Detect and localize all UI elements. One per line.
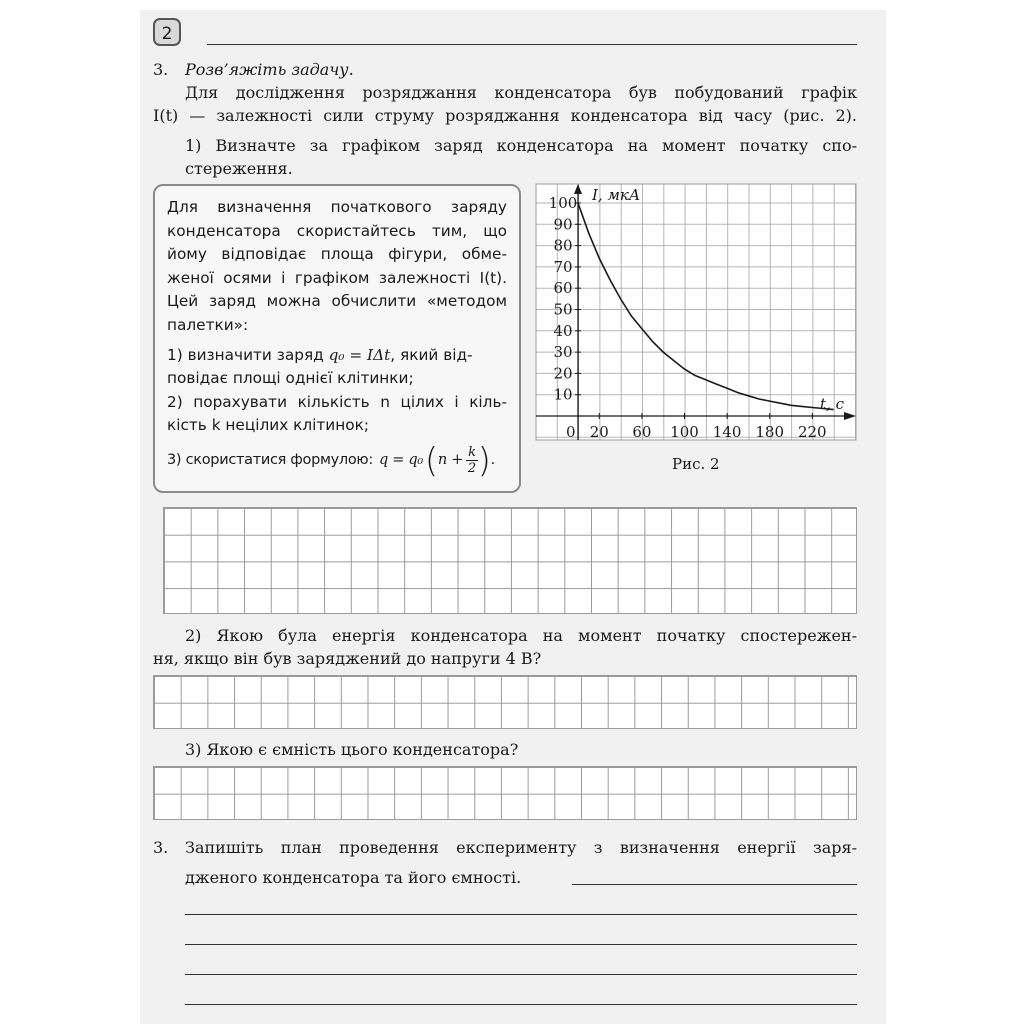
formula-2: 2 — [467, 461, 476, 477]
task-title: Розв’яжіть задачу. — [185, 60, 354, 79]
answer-grid-3[interactable] — [153, 766, 857, 820]
answer-line[interactable] — [185, 1004, 857, 1005]
current-time-chart — [534, 182, 864, 444]
task-intro-line-2: I(t) — залежності сили струму розряджання конденсатора від часу (рис. 2). — [153, 106, 857, 125]
task-intro-line-1: Для дослідження розряджання конденсатора був побудований графік — [185, 83, 857, 102]
task-2-line-1: Запишіть план проведення експерименту з визначення енергії заря- — [185, 838, 857, 857]
formula-n: n + — [437, 452, 464, 469]
x-axis-label: t, с — [820, 395, 844, 413]
hint-box — [153, 184, 521, 493]
question-2-line-2: ня, якщо він був заряджений до напруги 4 В? — [153, 649, 542, 668]
y-axis-label: I, мкА — [592, 186, 641, 204]
question-1-line-1: 1) Визначте за графіком заряд конденсатора на момент початку спо- — [185, 136, 857, 155]
answer-line[interactable] — [185, 914, 857, 915]
hint-text: Для визначення початкового заряду — [167, 198, 507, 216]
answer-line[interactable] — [185, 944, 857, 945]
y-tick-label: 100 — [548, 194, 578, 212]
formula-paren: ( — [424, 440, 438, 481]
formula-lhs: q = q₀ — [378, 452, 423, 469]
y-tick-label: 50 — [553, 300, 573, 319]
origin-label: 0 — [566, 423, 576, 441]
formula-suffix: . — [490, 452, 495, 469]
x-tick-label: 20 — [589, 423, 609, 441]
figure-caption: Рис. 2 — [672, 455, 720, 473]
answer-line[interactable] — [185, 974, 857, 975]
header-rule — [207, 44, 857, 45]
question-2-line-1: 2) Якою була енергія конденсатора на момент початку спостережен- — [185, 626, 857, 645]
formula-k: k — [468, 445, 476, 461]
x-tick-label: 220 — [797, 423, 827, 441]
y-tick-label: 20 — [553, 364, 573, 383]
question-1-line-2: стереження. — [185, 159, 293, 178]
page-number-badge: 2 — [153, 18, 181, 46]
y-tick-label: 10 — [553, 385, 573, 404]
x-tick-label: 140 — [712, 423, 742, 441]
hint-text: конденсатора скористайтесь тим, що — [167, 221, 507, 240]
answer-line[interactable] — [572, 884, 857, 885]
x-tick-label: 180 — [755, 423, 785, 441]
question-3: 3) Якою є ємність цього конденсатора? — [185, 740, 519, 759]
task-2-number: 3. — [153, 838, 169, 857]
hint-step-1-formula: q₀ = IΔt — [328, 345, 391, 364]
hint-text: 2) порахувати кількість n цілих і кіль- — [167, 392, 507, 411]
answer-grid-1[interactable] — [163, 507, 857, 614]
y-tick-label: 70 — [553, 257, 573, 276]
y-tick-label: 40 — [553, 321, 573, 340]
formula-fraction — [466, 445, 478, 476]
hint-step-3-prefix: 3) скористатися формулою: — [167, 452, 373, 469]
hint-text: повідає площі однієї клітинки; — [167, 369, 414, 388]
hint-step-1 — [167, 344, 507, 368]
chart-background — [536, 184, 856, 440]
formula-paren: ) — [477, 440, 491, 481]
answer-grid-2[interactable] — [153, 675, 857, 729]
y-tick-label: 80 — [553, 236, 573, 255]
hint-step-1-suffix: , який від- — [390, 345, 473, 364]
x-tick-label: 100 — [670, 423, 699, 441]
hint-step-3 — [167, 440, 507, 481]
hint-step-1-prefix: 1) визначити заряд — [167, 345, 324, 364]
hint-text: Цей заряд можна обчислити «методом — [167, 292, 507, 311]
task-2-line-2: дженого конденсатора та його ємності. — [185, 868, 522, 887]
hint-text: кість k нецілих клітинок; — [167, 416, 369, 435]
x-tick-label: 60 — [632, 423, 652, 441]
hint-text: йому відповідає площа фігури, обме- — [167, 245, 507, 264]
task-number: 3. — [153, 60, 169, 79]
hint-text: палетки»: — [167, 315, 249, 334]
y-tick-label: 30 — [553, 343, 573, 362]
y-tick-label: 90 — [553, 215, 573, 234]
hint-text: женої осями і графіком залежності I(t). — [167, 268, 507, 287]
y-tick-label: 60 — [553, 279, 573, 298]
